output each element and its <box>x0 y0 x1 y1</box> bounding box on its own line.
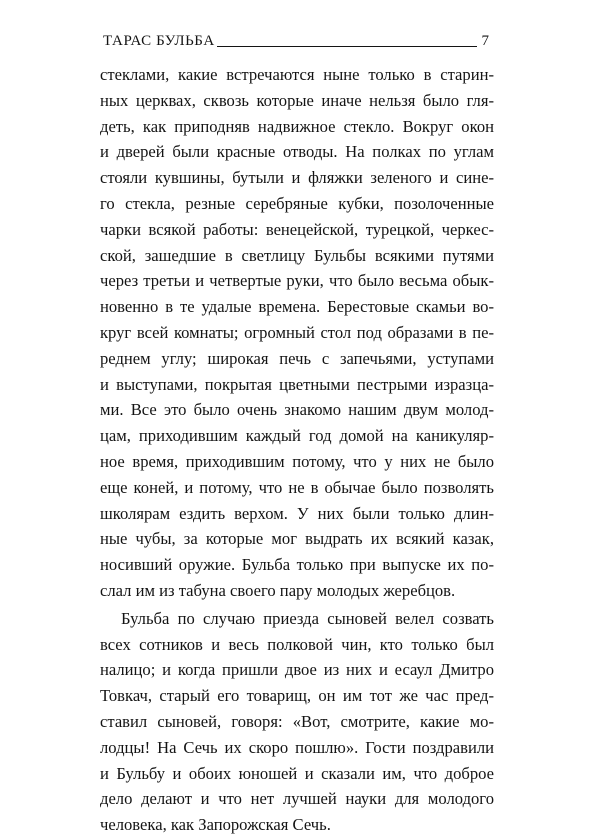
page-number: 7 <box>481 33 489 49</box>
text-line: и Бульбу и обоих юношей и сказали им, что доброе <box>100 763 494 783</box>
text-line: ставил сыновей, говоря: «Вот, смотрите, какие мо- <box>100 711 494 731</box>
paragraph-2 <box>100 606 494 838</box>
text-line: чарки всякой работы: венецейской, турецкой, черкес- <box>100 219 494 239</box>
text-line: реднем углу; широкая печь с запечьями, уступами <box>100 348 494 368</box>
text-line: еще коней, и потому, что не в обычае было позволять <box>100 477 494 497</box>
text-line: через третьи и четвертые руки, что было весьма обык- <box>100 271 494 291</box>
text-line: ных церквах, сквозь которые иначе нельзя было гля- <box>100 90 494 110</box>
text-line: и дверей были красные отводы. На полках по углам <box>100 142 494 162</box>
text-line: всех сотников и весь полковой чин, кто только был <box>100 634 494 654</box>
text-line: цам, приходившим каждый год домой на каникуляр- <box>100 426 494 446</box>
text-line: го стекла, резные серебряные кубки, позолоченные <box>100 193 494 213</box>
running-header <box>103 32 489 54</box>
text-line: и выступами, покрытая цветными пестрыми изразца- <box>100 374 494 394</box>
text-line: Товкач, старый его товарищ, он им тот же час пред- <box>100 686 494 706</box>
header-rule <box>199 46 477 47</box>
text-line: налицо; и когда пришли двое из них и есаул Дмитро <box>100 660 494 680</box>
text-line: ской, зашедшие в светлицу Бульбы всякими путями <box>100 245 494 265</box>
text-line: человека, как Запорожская Сечь. <box>100 815 331 835</box>
text-line: Бульба по случаю приезда сыновей велел созвать <box>121 608 494 628</box>
paragraph-1 <box>100 62 494 604</box>
text-line: новенно в те удалые времена. Берестовые скамьи во- <box>100 297 494 317</box>
text-line: круг всей комнаты; огромный стол под образами в пе- <box>100 322 494 342</box>
text-line: слал им из табуна своего пару молодых жеребцов. <box>100 580 456 600</box>
text-line: ми. Все это было очень знакомо нашим двум молод- <box>100 400 494 420</box>
text-line: школярам ездить верхом. У них были только длин- <box>100 503 494 523</box>
text-line: носивший оружие. Бульба только при выпуске их по- <box>100 555 494 575</box>
body-text <box>100 62 494 838</box>
text-line: ные чубы, за которые мог выдрать их всякий казак, <box>100 529 494 549</box>
text-line: лодцы! На Сечь их скоро пошлю». Гости поздравили <box>100 737 494 757</box>
text-line: стояли кувшины, бутыли и фляжки зеленого и сине- <box>100 168 494 188</box>
text-line: ное время, приходившим потому, что у них не было <box>100 451 494 471</box>
text-line: дело делают и что нет лучшей науки для молодого <box>100 789 494 809</box>
text-line: деть, как приподняв надвижное стекло. Вокруг окон <box>100 116 494 136</box>
running-title: ТАРАС БУЛЬБА <box>103 33 215 49</box>
text-line: стеклами, какие встречаются ныне только в старин- <box>100 65 494 84</box>
